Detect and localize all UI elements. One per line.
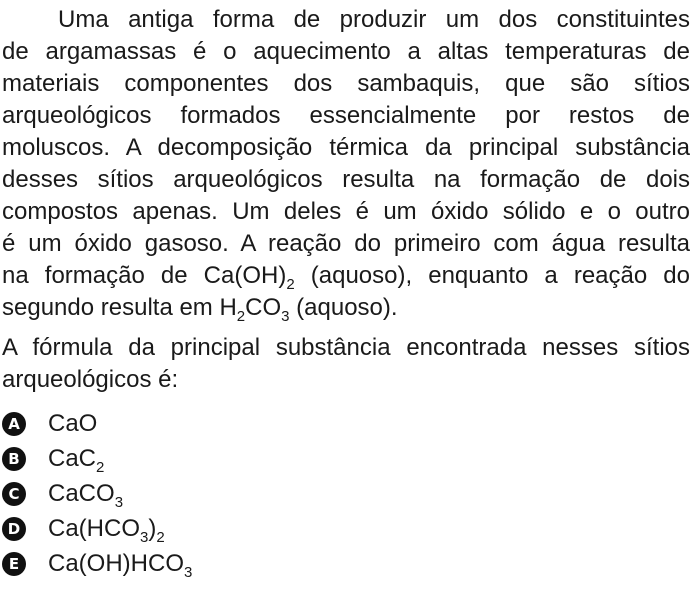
question-line: A fórmula da principal substância encontrada nesses sítios	[2, 334, 690, 361]
option-letter-badge: B	[2, 447, 26, 471]
passage-line: Uma antiga forma de produzir um dos constituintes	[58, 6, 690, 33]
option-formula: CaCO	[48, 479, 115, 507]
subscript: 2	[286, 276, 295, 293]
option-letter-badge: C	[2, 482, 26, 506]
option-text	[48, 549, 192, 579]
passage-line: de argamassas é o aquecimento a altas temperaturas de	[2, 38, 690, 65]
passage-text: (aquoso), enquanto a reação do	[294, 262, 690, 289]
option-formula: )	[148, 514, 157, 542]
option-letter-badge: E	[2, 552, 26, 576]
passage	[2, 4, 690, 324]
option-d[interactable]	[2, 511, 690, 546]
passage-line: desses sítios arqueológicos resulta na formação de dois	[2, 166, 690, 193]
option-formula: Ca(OH)HCO	[48, 549, 184, 577]
option-letter-badge: A	[2, 412, 26, 436]
subscript: 3	[140, 528, 149, 546]
subscript: 3	[114, 493, 124, 511]
passage-text: CO	[245, 294, 282, 321]
passage-line: compostos apenas. Um deles é um óxido sólido e o outro	[2, 198, 690, 225]
passage-line: é um óxido gasoso. A reação do primeiro com água resulta	[2, 230, 690, 257]
answer-options	[2, 406, 690, 581]
passage-line: arqueológicos formados essencialmente por restos de	[2, 102, 690, 129]
option-formula: CaO	[48, 409, 98, 437]
subscript: 2	[96, 458, 105, 476]
option-b[interactable]	[2, 441, 690, 476]
subscript: 2	[156, 528, 165, 546]
option-formula: CaC	[48, 444, 97, 472]
option-letter-badge: D	[2, 517, 26, 541]
question-stem	[2, 332, 690, 396]
option-a[interactable]	[2, 406, 690, 441]
option-c[interactable]	[2, 476, 690, 511]
option-text	[48, 514, 165, 544]
passage-line	[2, 260, 690, 292]
option-e[interactable]	[2, 546, 690, 581]
passage-line	[2, 292, 690, 324]
passage-text: na formação de Ca(OH)	[2, 262, 287, 289]
passage-text: segundo resulta em H	[2, 294, 237, 321]
option-formula: Ca(HCO	[48, 514, 141, 542]
subscript: 2	[236, 308, 246, 325]
option-text	[48, 444, 104, 474]
option-text	[48, 409, 97, 439]
passage-text: (aquoso).	[289, 294, 398, 321]
option-text	[48, 479, 123, 509]
question-line: arqueológicos é:	[2, 366, 179, 393]
passage-line: moluscos. A decomposição térmica da principal substância	[2, 134, 690, 161]
subscript: 3	[281, 308, 290, 325]
passage-line: materiais componentes dos sambaquis, que são sítios	[2, 70, 690, 97]
subscript: 3	[184, 563, 193, 581]
